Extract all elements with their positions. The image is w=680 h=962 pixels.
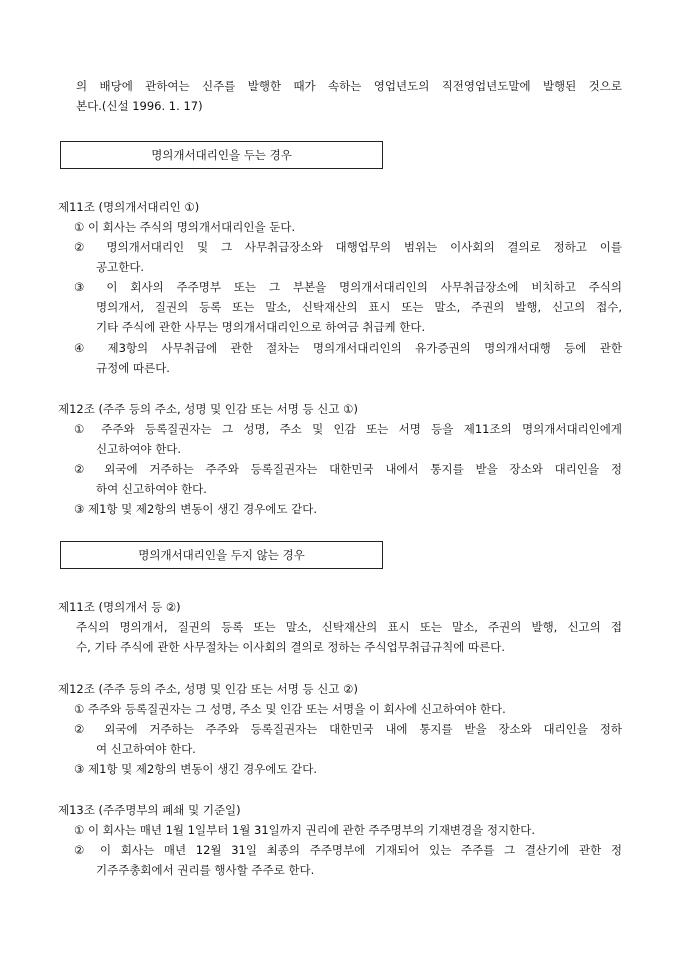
article-11b-body-2: 수, 기타 주식에 관한 사무절차는 이사회의 결의로 정하는 주식업무취급규칙에 따른다. xyxy=(76,640,506,654)
article-12-item-2-cont: 하여 신고하여야 한다. xyxy=(96,482,207,496)
section-title-2: 명의개서대리인을 두지 않는 경우 xyxy=(138,548,305,562)
article-12-item-3: ③ 제1항 및 제2항의 변동이 생긴 경우에도 같다. xyxy=(74,502,318,516)
article-11b-body-1: 주식의 명의개서, 질권의 등록 또는 말소, 신탁재산의 표시 또는 말소, 주권의 발행, 신고의 접 xyxy=(76,620,622,634)
intro-line-1: 의 배당에 관하여는 신주를 발행한 때가 속하는 영업년도의 직전영업년도말에 발행된 것으로 xyxy=(76,79,622,93)
section-title-box-1 xyxy=(60,141,383,169)
article-12b-item-2: ② 외국에 거주하는 주주와 등록질권자는 대한민국 내에 통지를 받을 장소와 대리인을 정하 xyxy=(74,722,622,736)
article-12-item-1: ① 주주와 등록질권자는 그 성명, 주소 및 인감 또는 서명 등을 제11조의 명의개서대리인에게 xyxy=(74,422,622,436)
article-11-item-2-cont: 공고한다. xyxy=(96,260,145,274)
article-13-item-1: ① 이 회사는 매년 1월 1일부터 1월 31일까지 권리에 관한 주주명부의 기재변경을 정지한다. xyxy=(74,823,536,837)
article-12b-heading: 제12조 (주주 등의 주소, 성명 및 인감 또는 서명 등 신고 ②) xyxy=(58,682,358,696)
article-11-item-4: ④ 제3항의 사무취급에 관한 절차는 명의개서대리인의 유가증권의 명의개서대행 등에 관한 xyxy=(74,341,622,355)
article-13-item-2-cont: 기주주총회에서 권리를 행사할 주주로 한다. xyxy=(96,863,315,877)
article-11-item-3: ③ 이 회사의 주주명부 또는 그 부본을 명의개서대리인의 사무취급장소에 비치하고 주식의 xyxy=(74,280,622,294)
article-12b-item-2-cont: 여 신고하여야 한다. xyxy=(96,742,196,756)
article-11-item-3-cont-1: 명의개서, 질권의 등록 또는 말소, 신탁재산의 표시 또는 말소, 주권의 발행, 신고의 접수, xyxy=(96,300,622,314)
article-12b-item-1: ① 주주와 등록질권자는 그 성명, 주소 및 인감 또는 서명을 이 회사에 신고하여야 한다. xyxy=(74,702,506,716)
article-12-item-1-cont: 신고하여야 한다. xyxy=(96,442,182,456)
article-11-item-3-cont-2: 기타 주식에 관한 사무는 명의개서대리인으로 하여금 취급케 한다. xyxy=(96,320,426,334)
article-11-item-2: ② 명의개서대리인 및 그 사무취급장소와 대행업무의 범위는 이사회의 결의로 정하고 이를 xyxy=(74,240,622,254)
article-12-heading: 제12조 (주주 등의 주소, 성명 및 인감 또는 서명 등 신고 ①) xyxy=(58,402,358,416)
article-11-heading: 제11조 (명의개서대리인 ①) xyxy=(58,200,200,214)
article-11-item-4-cont: 규정에 따른다. xyxy=(96,361,170,375)
article-12b-item-3: ③ 제1항 및 제2항의 변동이 생긴 경우에도 같다. xyxy=(74,762,318,776)
article-13-item-2: ② 이 회사는 매년 12월 31일 최종의 주주명부에 기재되어 있는 주주를 그 결산기에 관한 정 xyxy=(74,843,622,857)
section-title-box-2 xyxy=(60,541,383,569)
article-11-item-1: ① 이 회사는 주식의 명의개서대리인을 둔다. xyxy=(74,220,296,234)
intro-line-2: 본다.(신설 1996. 1. 17) xyxy=(76,99,203,113)
article-13-heading: 제13조 (주주명부의 폐쇄 및 기준일) xyxy=(58,803,241,817)
article-11b-heading: 제11조 (명의개서 등 ②) xyxy=(58,600,181,614)
section-title-1: 명의개서대리인을 두는 경우 xyxy=(151,148,292,162)
article-12-item-2: ② 외국에 거주하는 주주와 등록질권자는 대한민국 내에서 통지를 받을 장소와 대리인을 정 xyxy=(74,462,622,476)
